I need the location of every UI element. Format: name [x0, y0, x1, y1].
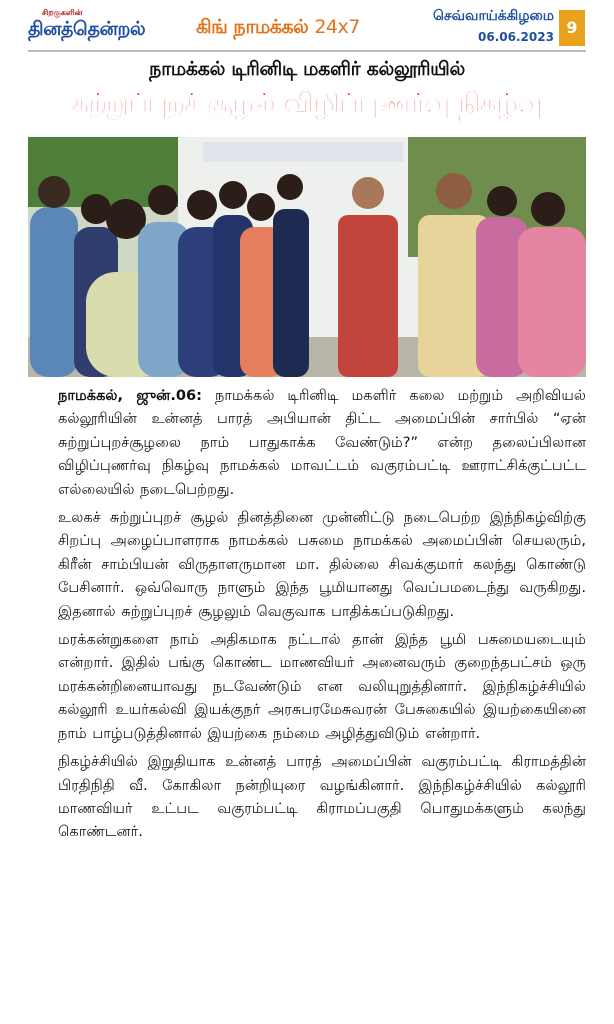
issue-date: 06.06.2023	[478, 30, 554, 44]
article-paragraph-2: உலகச் சுற்றுப்புறச் சூழல் தினத்தினை முன்னிட்டு நடைபெற்ற இந்நிகழ்விற்கு சிறப்பு அழைப்பாளராக நாமக்கல் பசுமை நாமக்கல் அமைப்பின் செயலரும், கிரீன் சாம்பியன் விருதாளருமான மா. தில்லை சிவக்குமார் கலந்து கொண்டு பேசினார். ஒவ்வொரு நாளும் இந்த பூமியானது வெப்பமடைந்து வருகிறது. இதனால் சுற்றுப்புறச் சூழலும் வெகுவாக பாதிக்கப்படுகிறது.	[58, 509, 586, 620]
article-paragraph-3: மரக்கன்றுகளை நாம் அதிகமாக நட்டால் தான் இந்த பூமி பசுமையடையும் என்றார். இதில் பங்கு கொண்ட மாணவியர் அனைவரும் குறைந்தபட்சம் ஒரு மரக்கன்றினையாவது நடவேண்டும் என வலியுறுத்தினார். இந்நிகழ்ச்சியில் கல்லூரி உயர்கல்வி இயக்குநர் அரசுபரமேசுவரன் பேசுகையில் இயற்கையினை நாம் பாழ்படுத்தினால் இயற்கை நம்மை அழித்துவிடும் என்றார்.	[58, 631, 586, 742]
event-photo	[28, 137, 586, 377]
brand-name	[196, 16, 360, 41]
article-paragraph-1	[58, 384, 586, 501]
article-paragraph-1-text: நாமக்கல் டிரினிடி மகளிர் கலை மற்றும் அறிவியல் கல்லூரியின் உன்னத் பாரத் அபியான் திட்ட அமைப்பின் சார்பில் “ஏன் சுற்றுப்புறச்சூழலை நாம் பாதுகாக்க வேண்டும்?” என்ற தலைப்பிலான விழிப்புணர்வு நிகழ்வு நாமக்கல் மாவட்டம் வகுரம்பட்டி ஊராட்சிக்குட்பட்ட எல்லையில் நடைபெற்றது.	[58, 387, 587, 498]
article-paragraph-4: நிகழ்ச்சியில் இறுதியாக உன்னத் பாரத் அமைப்பின் வகுரம்பட்டி கிராமத்தின் பிரதிநிதி வீ. கோகிலா நன்றியுரை வழங்கினார். இந்நிகழ்ச்சியில் கல்லூரி மாணவியர் உட்பட வகுரம்பட்டி கிராமப்பகுதி பொதுமக்களும் கலந்து கொண்டனர்.	[58, 753, 586, 841]
header-divider	[28, 50, 586, 52]
headline-kicker: நாமக்கல் டிரினிடி மகளிர் கல்லூரியில்	[149, 58, 465, 80]
headline-main: சுற்றுப்புறச் சூழல் விழிப்புணர்வு நிகழ்வு	[71, 88, 543, 119]
logo-tagline: சிறகுகளின்	[42, 8, 83, 17]
article-dateline: நாமக்கல், ஜுன்.06:	[58, 387, 203, 404]
newspaper-logo	[28, 8, 178, 48]
issue-day: செவ்வாய்க்கிழமை	[433, 8, 554, 24]
article-body	[58, 384, 586, 849]
brand-suffix: 24x7	[314, 16, 360, 38]
page-header	[0, 0, 614, 50]
event-photo-illustration	[28, 137, 586, 377]
logo-title: தினத்தென்றல்	[28, 18, 146, 40]
page-number: 9	[559, 10, 585, 46]
brand-title: கிங் நாமக்கல்	[196, 16, 309, 38]
